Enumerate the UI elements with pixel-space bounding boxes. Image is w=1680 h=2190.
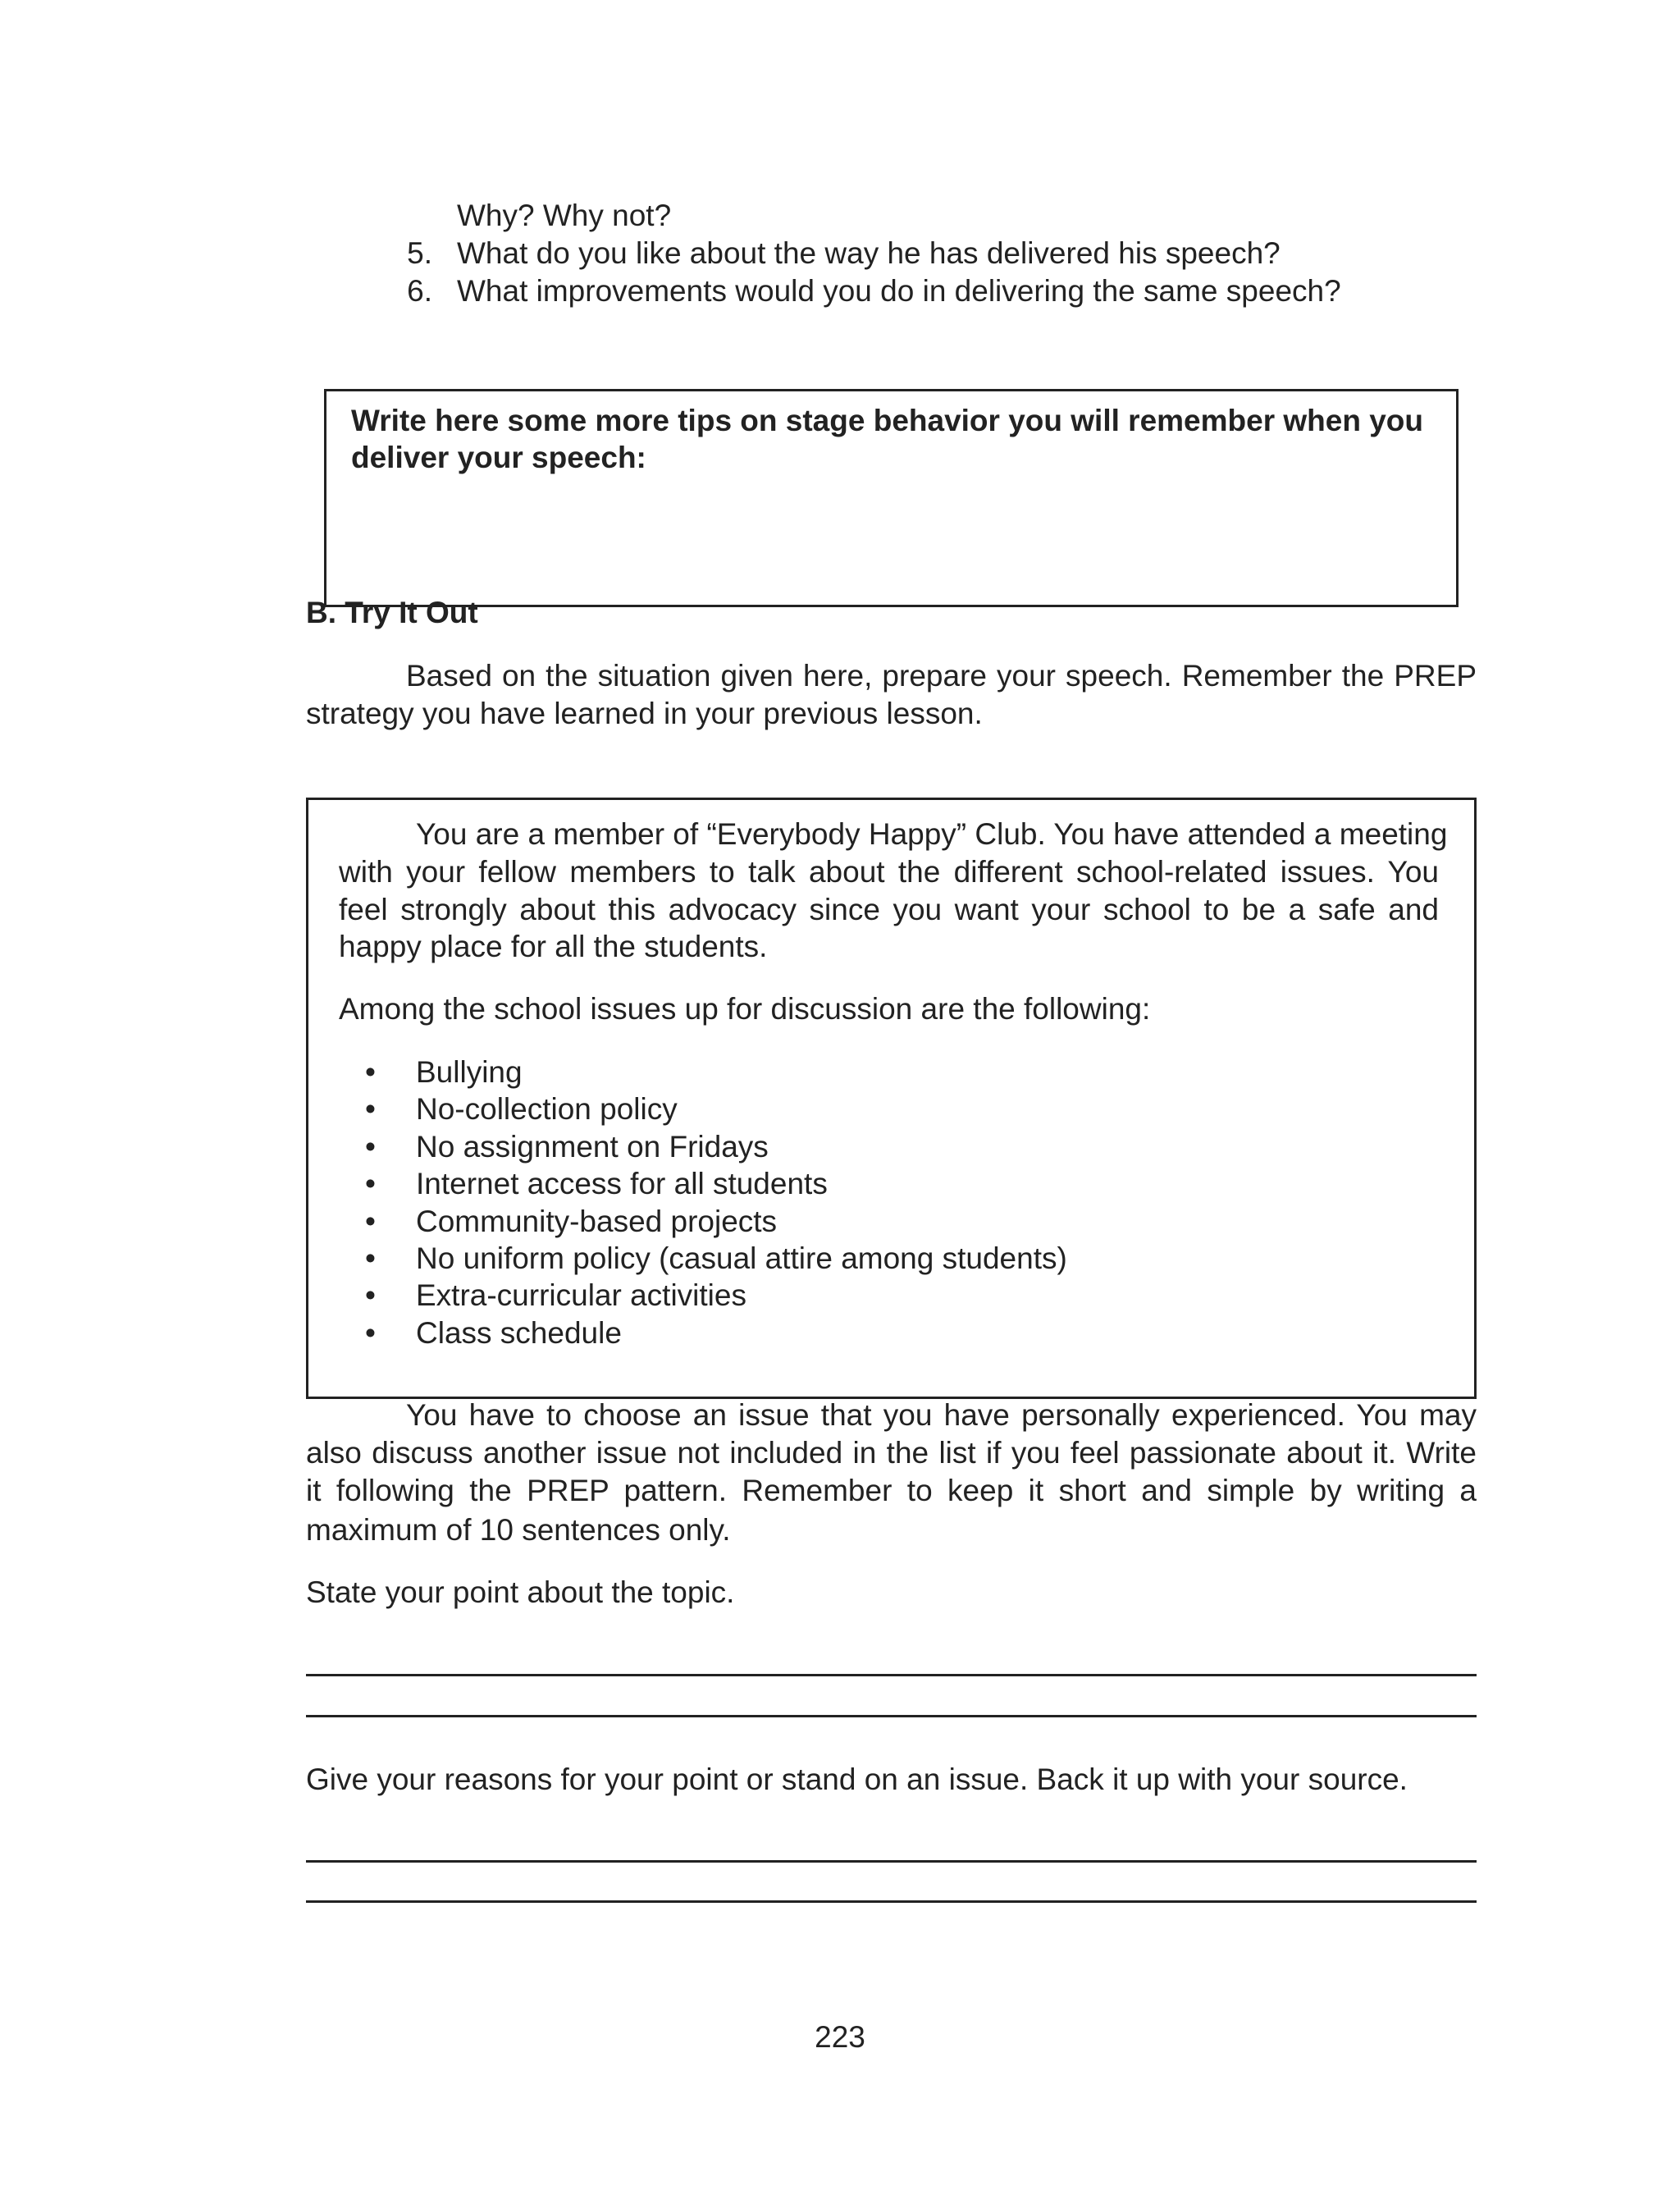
intro-line: Based on the situation given here, prepare your speech. Remember the PREP [406,659,1477,693]
list-item: Internet access for all students [416,1167,828,1200]
instructions-line: You have to choose an issue that you have personally experienced. You may [406,1398,1477,1432]
list-item: Bullying [416,1055,523,1089]
bullet-icon: • [365,1316,376,1350]
instructions-line: also discuss another issue not included in the list if you feel passionate about it. Write [306,1436,1477,1470]
answer-line[interactable] [306,1674,1477,1676]
answer-line[interactable] [306,1860,1477,1863]
instructions-line: it following the PREP pattern. Remember to keep it short and simple by writing a [306,1474,1477,1507]
list-item: Class schedule [416,1316,622,1350]
list-item: No assignment on Fridays [416,1130,769,1164]
list-item: No-collection policy [416,1092,678,1126]
situation-paragraph-line: happy place for all the students. [339,930,768,963]
prompt-point: State your point about the topic. [306,1575,735,1609]
bullet-icon: • [365,1278,376,1312]
tips-box-prompt-line2: deliver your speech: [351,441,646,474]
bullet-icon: • [365,1167,376,1200]
list-item: No uniform policy (casual attire among students) [416,1241,1067,1275]
situation-paragraph-line: with your fellow members to talk about the different school-related issues. You [339,855,1439,889]
answer-line[interactable] [306,1900,1477,1903]
list-item: Community-based projects [416,1205,778,1238]
issues-lead: Among the school issues up for discussion are the following: [339,992,1151,1026]
question-text: What do you like about the way he has delivered his speech? [457,236,1281,270]
answer-line[interactable] [306,1715,1477,1717]
instructions-line: maximum of 10 sentences only. [306,1513,731,1547]
bullet-icon: • [365,1055,376,1089]
tips-box-prompt-line1: Write here some more tips on stage behavior you will remember when you [351,404,1423,437]
question-text: What improvements would you do in delivering the same speech? [457,274,1341,308]
bullet-icon: • [365,1130,376,1164]
bullet-icon: • [365,1092,376,1126]
question-continuation: Why? Why not? [457,199,672,232]
situation-paragraph-line: You are a member of “Everybody Happy” Club. You have attended a meeting [416,817,1448,851]
bullet-icon: • [365,1241,376,1275]
prompt-reasons: Give your reasons for your point or stand on an issue. Back it up with your source. [306,1763,1408,1796]
situation-paragraph-line: feel strongly about this advocacy since you want your school to be a safe and [339,893,1439,926]
question-number: 5. [407,236,432,270]
bullet-icon: • [365,1205,376,1238]
question-number: 6. [407,274,432,308]
page-number: 223 [815,2020,865,2054]
intro-line: strategy you have learned in your previous lesson. [306,697,983,730]
section-heading: B. Try It Out [306,596,478,629]
list-item: Extra-curricular activities [416,1278,746,1312]
